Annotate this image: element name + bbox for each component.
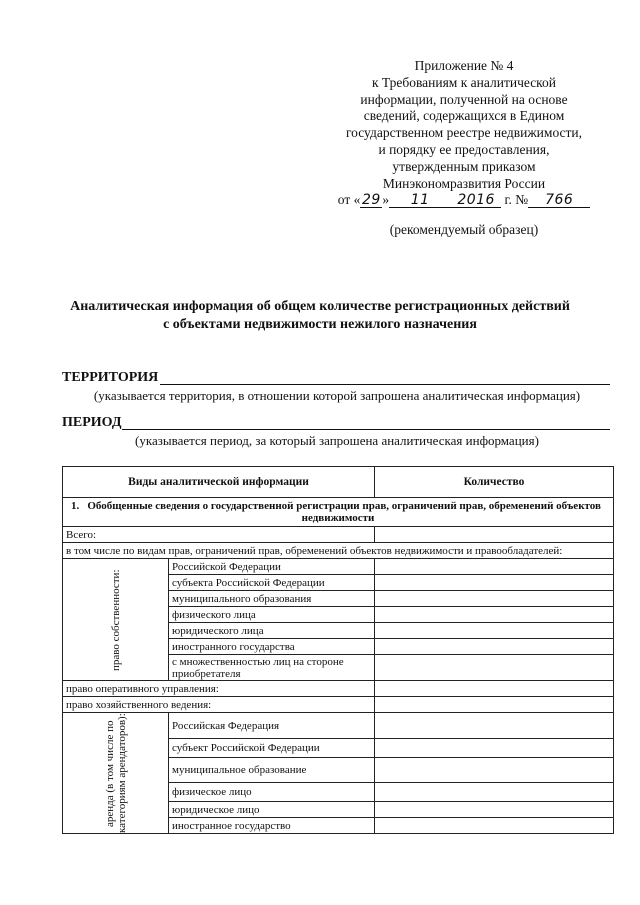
appendix-line: информации, полученной на основе bbox=[360, 91, 568, 107]
ownership-row-label: иностранного государства bbox=[169, 639, 375, 655]
section-number: 1. bbox=[71, 500, 80, 512]
order-date-line bbox=[320, 192, 608, 209]
appendix-line: Минэкономразвития России bbox=[382, 175, 546, 191]
lease-row-label: физическое лицо bbox=[169, 783, 375, 802]
section-heading bbox=[63, 498, 614, 527]
lease-value-cell[interactable] bbox=[375, 758, 614, 783]
lease-value-cell[interactable] bbox=[375, 818, 614, 834]
header-types: Виды аналитической информации bbox=[63, 467, 375, 498]
ownership-value-cell[interactable] bbox=[375, 607, 614, 623]
title-line: Аналитическая информация об общем количестве регистрационных действий bbox=[70, 299, 570, 314]
sample-note: (рекомендуемый образец) bbox=[389, 222, 539, 237]
lease-row-label: муниципальное образование bbox=[169, 758, 375, 783]
territory-field[interactable] bbox=[160, 384, 610, 385]
ownership-value-cell[interactable] bbox=[375, 639, 614, 655]
lease-row-label: иностранное государство bbox=[169, 818, 375, 834]
period-label: ПЕРИОД bbox=[62, 415, 122, 430]
operational-value-cell[interactable] bbox=[375, 681, 614, 697]
ownership-label: право собственности: bbox=[63, 559, 169, 681]
appendix-line: государственном реестре недвижимости, bbox=[345, 125, 583, 141]
order-number: 766 bbox=[528, 193, 590, 208]
lease-value-cell[interactable] bbox=[375, 802, 614, 818]
economic-value-cell[interactable] bbox=[375, 697, 614, 713]
total-value-cell[interactable] bbox=[375, 527, 614, 543]
appendix-line: сведений, содержащихся в Едином bbox=[363, 108, 565, 124]
ownership-row-label: Российской Федерации bbox=[169, 559, 375, 575]
ownership-value-cell[interactable] bbox=[375, 559, 614, 575]
lease-label: аренда (в том числе по категориям арендаторов): bbox=[63, 713, 169, 834]
ownership-row-label: субъекта Российской Федерации bbox=[169, 575, 375, 591]
lease-value-cell[interactable] bbox=[375, 713, 614, 739]
ownership-value-cell[interactable] bbox=[375, 591, 614, 607]
order-year: 2016 bbox=[451, 193, 501, 208]
total-label: Всего: bbox=[63, 527, 375, 543]
order-mid: » bbox=[382, 192, 390, 208]
appendix-line: и порядку ее предоставления, bbox=[378, 141, 550, 157]
territory-hint: (указывается территория, в отношении которой запрошена аналитическая информация) bbox=[93, 388, 581, 403]
lease-value-cell[interactable] bbox=[375, 739, 614, 758]
appendix-header bbox=[320, 58, 608, 209]
lease-row-label: юридическое лицо bbox=[169, 802, 375, 818]
ownership-value-cell[interactable] bbox=[375, 623, 614, 639]
appendix-line: утвержденным приказом bbox=[392, 158, 536, 174]
lease-row-label: субъект Российской Федерации bbox=[169, 739, 375, 758]
including-label: в том числе по видам прав, ограничений прав, обременений объектов недвижимости и правообладателей: bbox=[63, 543, 614, 559]
ownership-value-cell[interactable] bbox=[375, 575, 614, 591]
lease-value-cell[interactable] bbox=[375, 783, 614, 802]
order-number-label: г. № bbox=[504, 192, 529, 208]
header-count: Количество bbox=[375, 467, 614, 498]
economic-label: право хозяйственного ведения: bbox=[63, 697, 375, 713]
ownership-row-label: физического лица bbox=[169, 607, 375, 623]
period-hint: (указывается период, за который запрошена аналитическая информация) bbox=[135, 433, 539, 448]
ownership-row-label: с множественностью лиц на стороне приобретателя bbox=[169, 655, 375, 681]
operational-label: право оперативного управления: bbox=[63, 681, 375, 697]
period-field[interactable] bbox=[122, 429, 610, 430]
appendix-line: к Требованиям к аналитической bbox=[371, 74, 557, 90]
ownership-row-label: муниципального образования bbox=[169, 591, 375, 607]
order-prefix: от « bbox=[337, 192, 361, 208]
territory-label: ТЕРРИТОРИЯ bbox=[62, 370, 159, 385]
analytics-table bbox=[62, 466, 614, 834]
ownership-row-label: юридического лица bbox=[169, 623, 375, 639]
order-month: 11 bbox=[389, 193, 451, 208]
order-day: 29 bbox=[361, 192, 381, 209]
document-title bbox=[40, 298, 600, 334]
appendix-line: Приложение № 4 bbox=[414, 58, 514, 73]
ownership-value-cell[interactable] bbox=[375, 655, 614, 681]
title-line: с объектами недвижимости нежилого назначения bbox=[163, 317, 477, 332]
lease-row-label: Российская Федерация bbox=[169, 713, 375, 739]
section-title: Обобщенные сведения о государственной регистрации прав, ограничений прав, обременений объектов недвижимости bbox=[87, 500, 601, 524]
